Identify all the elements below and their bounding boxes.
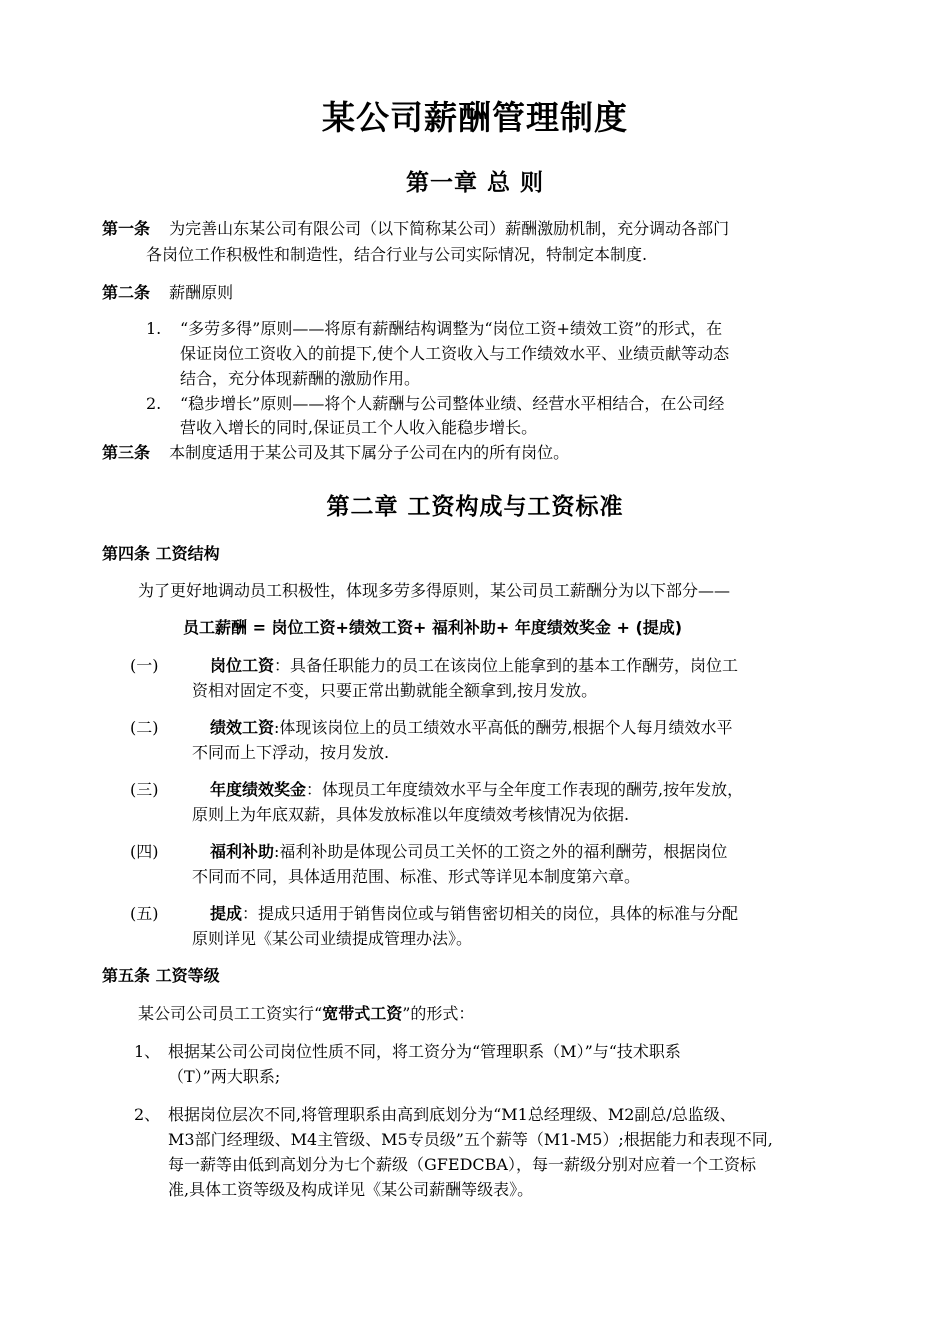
component-3-desc: ：体现员工年度绩效水平与全年度工作表现的酬劳,按年发放， — [306, 780, 744, 799]
article-4-intro: 为了更好地调动员工积极性，体现多劳多得原则，某公司员工薪酬分为以下部分—— — [138, 581, 731, 600]
component-2-term: 绩效工资 — [210, 718, 275, 737]
grade-rule-2-num: 2、 — [134, 1105, 161, 1124]
article-5-intro-post: ”的形式： — [402, 1004, 475, 1023]
component-2-line-2: 不同而上下浮动，按月发放. — [192, 743, 390, 762]
component-1-term: 岗位工资 — [210, 656, 275, 675]
component-1-num: (一) — [130, 656, 159, 675]
component-4-line-1 — [210, 841, 727, 863]
document-title: 某公司薪酬管理制度 — [322, 98, 628, 137]
component-3-line-2: 原则上为年底双薪，具体发放标准以年度绩效考核情况为依据. — [192, 805, 630, 824]
article-2-label: 第二条 — [102, 283, 151, 302]
component-5-num: (五) — [130, 904, 159, 923]
grade-rule-1-num: 1、 — [134, 1042, 161, 1061]
component-5-term: 提成 — [210, 904, 243, 923]
component-3-num: (三) — [130, 780, 159, 799]
grade-rule-1-line-1: 根据某公司公司岗位性质不同，将工资分为“管理职系（M）”与“技术职系 — [168, 1042, 681, 1061]
component-3-term: 年度绩效奖金 — [210, 780, 307, 799]
article-1-label: 第一条 — [102, 219, 151, 238]
component-1-desc: ：具备任职能力的员工在该岗位上能拿到的基本工作酬劳，岗位工 — [274, 656, 739, 675]
principle-1-line-1: “多劳多得”原则——将原有薪酬结构调整为“岗位工资+绩效工资”的形式，在 — [180, 319, 723, 338]
chapter-2-heading: 第二章 工资构成与工资标准 — [326, 494, 624, 520]
component-1-line-1 — [210, 655, 738, 677]
principle-2-line-1: “稳步增长”原则——将个人薪酬与公司整体业绩、经营水平相结合，在公司经 — [180, 394, 725, 413]
article-5-intro-bold: 宽带式工资 — [322, 1004, 403, 1023]
component-4-desc: :福利补助是体现公司员工关怀的工资之外的福利酬劳，根据岗位 — [274, 842, 728, 861]
component-2-num: (二) — [130, 718, 159, 737]
article-2 — [102, 282, 233, 304]
article-3 — [102, 442, 569, 464]
component-3-line-1 — [210, 779, 743, 801]
chapter-1-heading: 第一章 总 则 — [405, 170, 544, 196]
salary-formula: 员工薪酬 = 岗位工资+绩效工资+ 福利补助+ 年度绩效奖金 + (提成) — [183, 618, 683, 637]
component-5-line-1 — [210, 903, 738, 925]
article-2-text: 薪酬原则 — [169, 283, 234, 302]
article-1-line-1: 为完善山东某公司有限公司（以下简称某公司）薪酬激励机制，充分调动各部门 — [169, 219, 730, 238]
grade-rule-2-line-1: 根据岗位层次不同,将管理职系由高到底划分为“M1总经理级、M2副总/总监级、 — [168, 1105, 736, 1124]
component-4-num: (四) — [130, 842, 159, 861]
article-1-line-2: 各岗位工作积极性和制造性，结合行业与公司实际情况，特制定本制度. — [146, 245, 648, 264]
component-2-line-1 — [210, 717, 733, 739]
component-4-line-2: 不同而不同，具体适用范围、标准、形式等详见本制度第六章。 — [192, 867, 641, 886]
principle-1-line-3: 结合，充分体现薪酬的激励作用。 — [180, 369, 421, 388]
principle-1-num: 1. — [146, 319, 162, 338]
component-1-line-2: 资相对固定不变，只要正常出勤就能全额拿到,按月发放。 — [192, 681, 598, 700]
principle-1-line-2: 保证岗位工资收入的前提下,使个人工资收入与工作绩效水平、业绩贡献等动态 — [180, 344, 730, 363]
article-5-intro-pre: 某公司公司员工工资实行“ — [138, 1004, 323, 1023]
component-4-term: 福利补助 — [210, 842, 275, 861]
grade-rule-2-line-3: 每一薪等由低到高划分为七个薪级（GFEDCBA），每一薪级分别对应着一个工资标 — [168, 1155, 756, 1174]
principle-2-num: 2. — [146, 394, 162, 413]
component-5-desc: ：提成只适用于销售岗位或与销售密切相关的岗位，具体的标准与分配 — [242, 904, 739, 923]
article-1 — [102, 218, 729, 240]
component-5-line-2: 原则详见《某公司业绩提成管理办法》。 — [192, 929, 473, 948]
component-2-desc: :体现该岗位上的员工绩效水平高低的酬劳,根据个人每月绩效水平 — [274, 718, 733, 737]
article-3-text: 本制度适用于某公司及其下属分子公司在内的所有岗位。 — [169, 443, 570, 462]
article-5-label: 第五条 工资等级 — [102, 966, 220, 985]
grade-rule-2-line-4: 准,具体工资等级及构成详见《某公司薪酬等级表》。 — [168, 1180, 534, 1199]
grade-rule-2-line-2: M3部门经理级、M4主管级、M5专员级”五个薪等（M1-M5）;根据能力和表现不同, — [168, 1130, 773, 1149]
grade-rule-1-line-2: （T）”两大职系; — [168, 1067, 281, 1086]
article-5-intro — [138, 1003, 474, 1025]
article-4-label: 第四条 工资结构 — [102, 544, 220, 563]
principle-2-line-2: 营收入增长的同时,保证员工个人收入能稳步增长。 — [180, 418, 538, 437]
article-3-label: 第三条 — [102, 443, 151, 462]
